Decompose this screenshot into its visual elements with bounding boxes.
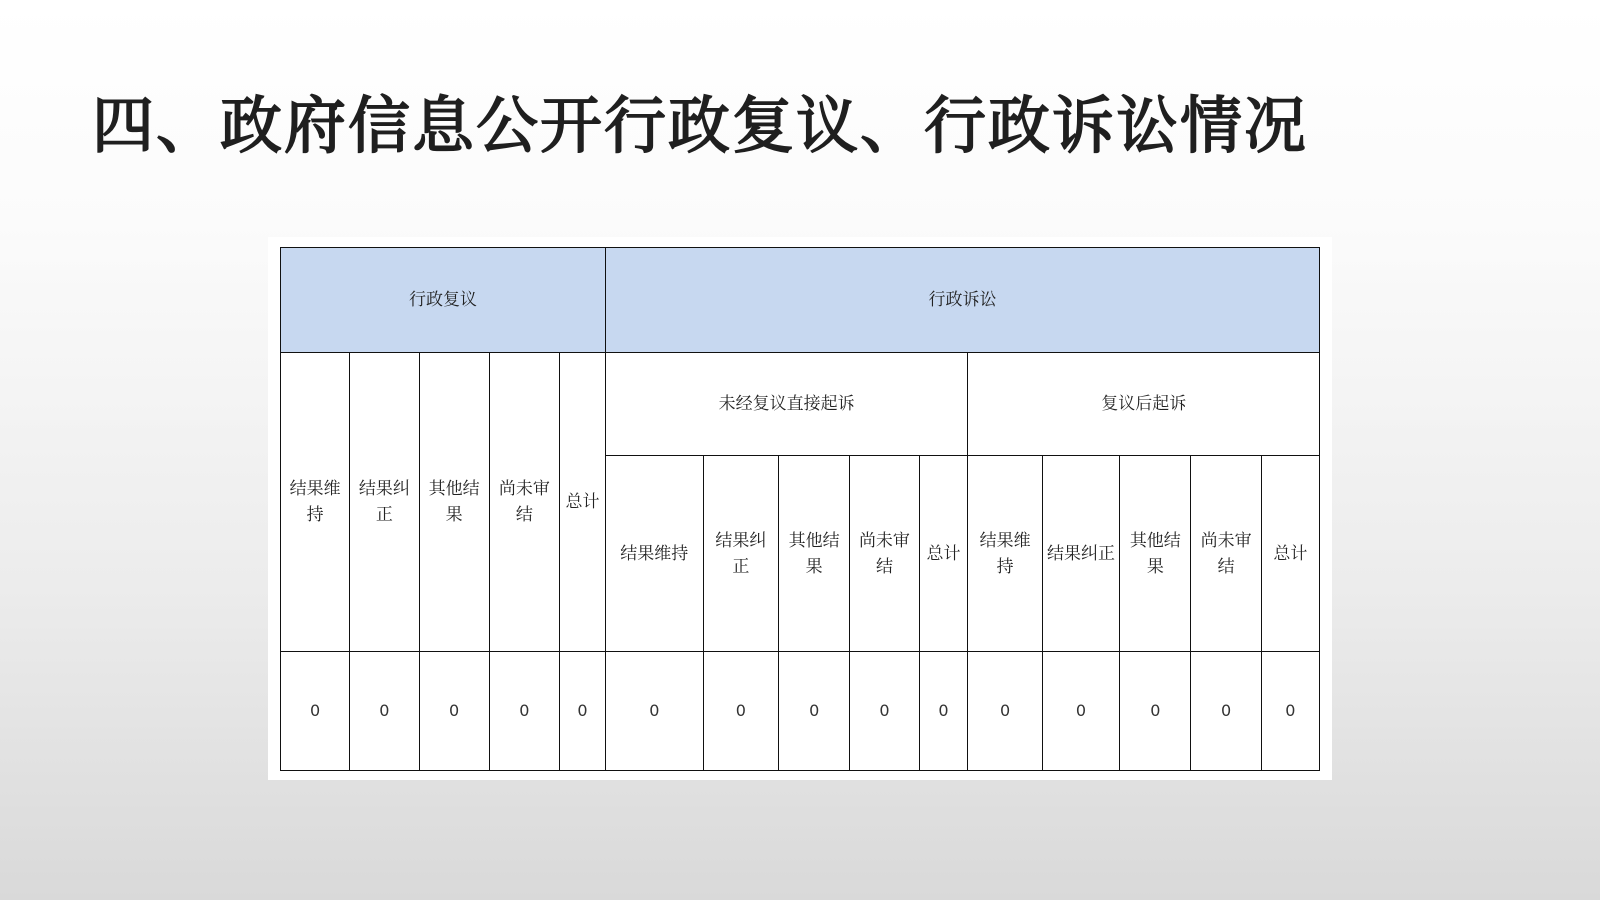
review-col-header: 总计 — [560, 353, 606, 652]
direct-col-header: 结果纠正 — [703, 456, 778, 652]
table-cell: 0 — [968, 652, 1042, 771]
table-cell: 0 — [419, 652, 489, 771]
after-col-header: 总计 — [1261, 456, 1319, 652]
table-cell: 0 — [703, 652, 778, 771]
table-cell: 0 — [919, 652, 968, 771]
direct-col-header: 结果维持 — [605, 456, 703, 652]
after-review-header: 复议后起诉 — [968, 353, 1320, 456]
review-col-header: 结果纠正 — [350, 353, 419, 652]
table-cell: 0 — [281, 652, 350, 771]
table-cell: 0 — [1120, 652, 1191, 771]
table-cell: 0 — [489, 652, 559, 771]
table-cell: 0 — [605, 652, 703, 771]
review-col-header: 其他结果 — [419, 353, 489, 652]
table-cell: 0 — [779, 652, 850, 771]
table-cell: 0 — [350, 652, 419, 771]
direct-col-header: 其他结果 — [779, 456, 850, 652]
table-cell: 0 — [1261, 652, 1319, 771]
table-cell: 0 — [850, 652, 919, 771]
review-header: 行政复议 — [281, 248, 606, 353]
table-cell: 0 — [1191, 652, 1261, 771]
review-col-header: 尚未审结 — [489, 353, 559, 652]
after-col-header: 结果纠正 — [1042, 456, 1119, 652]
direct-col-header: 尚未审结 — [850, 456, 919, 652]
page-title: 四、政府信息公开行政复议、行政诉讼情况 — [92, 89, 1309, 162]
after-col-header: 其他结果 — [1120, 456, 1191, 652]
after-col-header: 尚未审结 — [1191, 456, 1261, 652]
table-row — [281, 652, 1320, 771]
direct-suit-header: 未经复议直接起诉 — [605, 353, 968, 456]
disclosure-table — [280, 247, 1320, 771]
table-panel — [268, 237, 1332, 780]
review-col-header: 结果维持 — [281, 353, 350, 652]
direct-col-header: 总计 — [919, 456, 968, 652]
table-cell: 0 — [560, 652, 606, 771]
after-col-header: 结果维持 — [968, 456, 1042, 652]
litigation-header: 行政诉讼 — [605, 248, 1319, 353]
table-cell: 0 — [1042, 652, 1119, 771]
